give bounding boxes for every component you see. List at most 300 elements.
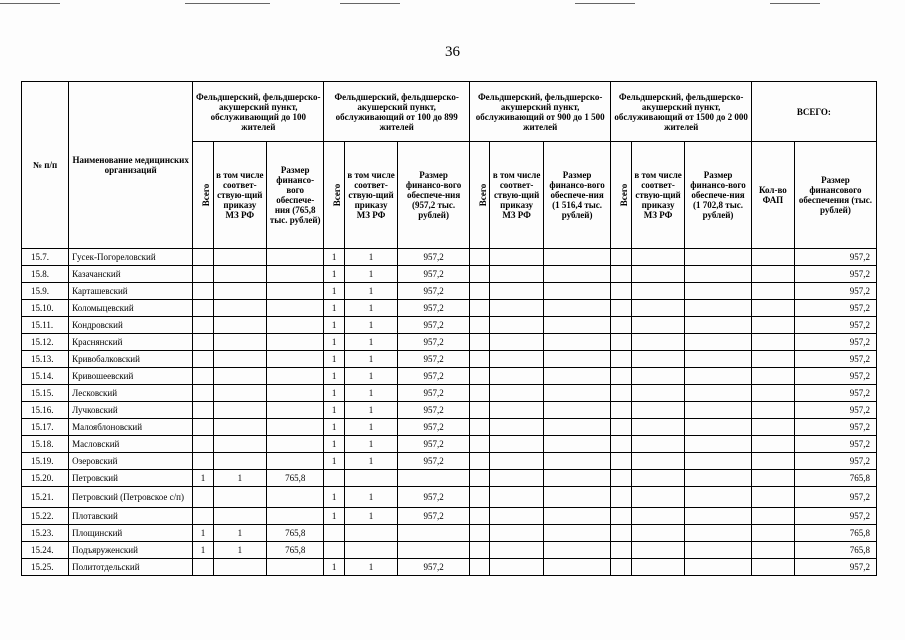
- g2-total: 1: [324, 300, 345, 317]
- organization-name: Подъяруженский: [69, 542, 193, 559]
- g3-total: [469, 249, 490, 266]
- table-row: [22, 317, 877, 334]
- g3-included: [490, 385, 543, 402]
- g2-financing: 957,2: [398, 334, 470, 351]
- g4-total: [611, 559, 632, 576]
- header-number: № п/п: [22, 82, 69, 249]
- table-row: [22, 542, 877, 559]
- subheader-included: в том числе соответ-ствую-щий приказу МЗ РФ: [344, 142, 397, 249]
- g2-included: 1: [344, 351, 397, 368]
- table-row: [22, 453, 877, 470]
- subheader-fap-count: Кол-во ФАП: [751, 142, 794, 249]
- g1-total: [193, 402, 214, 419]
- row-number: 15.8.: [22, 266, 69, 283]
- subheader-total-financing: Размер финансового обеспечения (тыс. рублей): [794, 142, 876, 249]
- g4-financing: [685, 508, 752, 525]
- table-row: [22, 385, 877, 402]
- g2-total: 1: [324, 385, 345, 402]
- g3-total: [469, 542, 490, 559]
- g2-financing: [398, 525, 470, 542]
- g2-financing: 957,2: [398, 508, 470, 525]
- total-financing: 957,2: [794, 368, 876, 385]
- g4-financing: [685, 542, 752, 559]
- g1-total: [193, 334, 214, 351]
- g3-financing: [543, 559, 611, 576]
- g2-total: 1: [324, 334, 345, 351]
- page-number: 36: [445, 44, 460, 60]
- g2-financing: 957,2: [398, 453, 470, 470]
- table-row: [22, 525, 877, 542]
- fap-count: [751, 300, 794, 317]
- total-financing: 957,2: [794, 385, 876, 402]
- top-scan-rule: [0, 3, 60, 4]
- g1-total: [193, 436, 214, 453]
- g4-total: [611, 508, 632, 525]
- g1-financing: [266, 266, 323, 283]
- g3-total: [469, 266, 490, 283]
- g1-total: [193, 300, 214, 317]
- g1-total: 1: [193, 542, 214, 559]
- g1-included: [213, 487, 266, 508]
- organizations-table: [21, 81, 877, 576]
- g4-financing: [685, 300, 752, 317]
- g3-total: [469, 283, 490, 300]
- total-financing: 957,2: [794, 436, 876, 453]
- total-financing: 957,2: [794, 453, 876, 470]
- organization-name: Озеровский: [69, 453, 193, 470]
- g3-total: [469, 334, 490, 351]
- g3-included: [490, 419, 543, 436]
- g3-total: [469, 317, 490, 334]
- g4-financing: [685, 351, 752, 368]
- g4-financing: [685, 470, 752, 487]
- g3-total: [469, 508, 490, 525]
- g1-included: [213, 300, 266, 317]
- g1-financing: [266, 317, 323, 334]
- g2-total: 1: [324, 351, 345, 368]
- g2-total: 1: [324, 453, 345, 470]
- g3-financing: [543, 249, 611, 266]
- subheader-financing-1702: Размер финансо-вого обеспече-ния (1 702,8 тыс. рублей): [685, 142, 752, 249]
- g2-financing: 957,2: [398, 300, 470, 317]
- organization-name: Площинский: [69, 525, 193, 542]
- g2-financing: [398, 470, 470, 487]
- g3-total: [469, 436, 490, 453]
- g4-total: [611, 525, 632, 542]
- g3-included: [490, 249, 543, 266]
- organization-name: Коломыцевский: [69, 300, 193, 317]
- g2-included: 1: [344, 436, 397, 453]
- g3-total: [469, 385, 490, 402]
- g1-financing: [266, 334, 323, 351]
- g2-financing: 957,2: [398, 283, 470, 300]
- g1-included: [213, 419, 266, 436]
- fap-count: [751, 470, 794, 487]
- organization-name: Казачанский: [69, 266, 193, 283]
- fap-count: [751, 385, 794, 402]
- g1-total: [193, 249, 214, 266]
- g1-total: [193, 283, 214, 300]
- fap-count: [751, 525, 794, 542]
- row-number: 15.7.: [22, 249, 69, 266]
- g4-included: [631, 368, 684, 385]
- table-row: [22, 283, 877, 300]
- g2-financing: 957,2: [398, 351, 470, 368]
- g4-total: [611, 351, 632, 368]
- g1-total: [193, 266, 214, 283]
- total-financing: 957,2: [794, 249, 876, 266]
- g4-financing: [685, 487, 752, 508]
- g4-included: [631, 419, 684, 436]
- table-row: [22, 368, 877, 385]
- fap-count: [751, 351, 794, 368]
- g3-financing: [543, 542, 611, 559]
- total-financing: 957,2: [794, 317, 876, 334]
- total-financing: 957,2: [794, 559, 876, 576]
- g2-total: 1: [324, 317, 345, 334]
- fap-count: [751, 453, 794, 470]
- g2-included: 1: [344, 559, 397, 576]
- fap-count: [751, 317, 794, 334]
- g1-included: [213, 249, 266, 266]
- total-financing: 957,2: [794, 419, 876, 436]
- g4-included: [631, 351, 684, 368]
- g1-total: 1: [193, 525, 214, 542]
- organization-name: Карташевский: [69, 283, 193, 300]
- g1-total: 1: [193, 470, 214, 487]
- g1-total: [193, 419, 214, 436]
- organization-name: Кривошеевский: [69, 368, 193, 385]
- row-number: 15.20.: [22, 470, 69, 487]
- table-row: [22, 249, 877, 266]
- table-row: [22, 334, 877, 351]
- fap-count: [751, 266, 794, 283]
- row-number: 15.9.: [22, 283, 69, 300]
- g2-included: 1: [344, 300, 397, 317]
- g1-included: [213, 317, 266, 334]
- fap-count: [751, 436, 794, 453]
- g4-financing: [685, 436, 752, 453]
- g3-financing: [543, 317, 611, 334]
- g4-total: [611, 470, 632, 487]
- organization-name: Кривобалковский: [69, 351, 193, 368]
- g1-financing: [266, 283, 323, 300]
- g4-included: [631, 283, 684, 300]
- table-row: [22, 487, 877, 508]
- subheader-total: Всего: [324, 142, 345, 249]
- g2-total: 1: [324, 368, 345, 385]
- g4-total: [611, 334, 632, 351]
- row-number: 15.18.: [22, 436, 69, 453]
- row-number: 15.22.: [22, 508, 69, 525]
- g4-total: [611, 385, 632, 402]
- g4-financing: [685, 559, 752, 576]
- g1-total: [193, 508, 214, 525]
- organization-name: Лучковский: [69, 402, 193, 419]
- subheader-financing-957: Размер финансо-вого обеспече-ния (957,2 тыс. рублей): [398, 142, 470, 249]
- organization-name: Лесковский: [69, 385, 193, 402]
- g3-total: [469, 300, 490, 317]
- g2-total: [324, 470, 345, 487]
- g2-included: [344, 470, 397, 487]
- g1-financing: [266, 487, 323, 508]
- g1-total: [193, 559, 214, 576]
- g3-included: [490, 436, 543, 453]
- g4-total: [611, 402, 632, 419]
- g4-included: [631, 385, 684, 402]
- table-row: [22, 470, 877, 487]
- total-financing: 765,8: [794, 470, 876, 487]
- g2-included: 1: [344, 368, 397, 385]
- g3-financing: [543, 525, 611, 542]
- row-number: 15.21.: [22, 487, 69, 508]
- g4-total: [611, 300, 632, 317]
- top-scan-rule: [770, 3, 820, 4]
- g2-included: [344, 525, 397, 542]
- g2-included: [344, 542, 397, 559]
- g4-financing: [685, 385, 752, 402]
- total-financing: 957,2: [794, 402, 876, 419]
- g1-included: [213, 436, 266, 453]
- g3-included: [490, 402, 543, 419]
- table-row: [22, 419, 877, 436]
- g3-financing: [543, 334, 611, 351]
- g2-financing: 957,2: [398, 249, 470, 266]
- g1-total: [193, 351, 214, 368]
- g3-included: [490, 508, 543, 525]
- subheader-included: в том числе соответ-ствую-щий приказу МЗ РФ: [631, 142, 684, 249]
- g4-financing: [685, 283, 752, 300]
- total-financing: 765,8: [794, 525, 876, 542]
- header-group-1500-2000: Фельдшерский, фельдшерско-акушерский пункт, обслуживающий от 1500 до 2 000 жителей: [611, 82, 751, 142]
- g4-financing: [685, 368, 752, 385]
- g4-total: [611, 317, 632, 334]
- g1-included: [213, 334, 266, 351]
- g4-total: [611, 487, 632, 508]
- g2-included: 1: [344, 283, 397, 300]
- g1-total: [193, 487, 214, 508]
- g2-included: 1: [344, 402, 397, 419]
- g4-total: [611, 266, 632, 283]
- g3-total: [469, 525, 490, 542]
- g3-financing: [543, 351, 611, 368]
- g1-included: [213, 508, 266, 525]
- table-row: [22, 266, 877, 283]
- g1-included: [213, 266, 266, 283]
- organization-name: Плотавский: [69, 508, 193, 525]
- row-number: 15.16.: [22, 402, 69, 419]
- g2-financing: 957,2: [398, 436, 470, 453]
- subheader-total: Всего: [193, 142, 214, 249]
- g2-total: 1: [324, 266, 345, 283]
- g4-included: [631, 402, 684, 419]
- g2-included: 1: [344, 266, 397, 283]
- g2-total: 1: [324, 283, 345, 300]
- g2-total: 1: [324, 508, 345, 525]
- g3-included: [490, 368, 543, 385]
- g4-included: [631, 334, 684, 351]
- g2-financing: 957,2: [398, 385, 470, 402]
- table-row: [22, 402, 877, 419]
- g3-total: [469, 351, 490, 368]
- g3-included: [490, 300, 543, 317]
- g3-total: [469, 559, 490, 576]
- g2-financing: 957,2: [398, 266, 470, 283]
- g4-included: [631, 317, 684, 334]
- fap-count: [751, 559, 794, 576]
- g3-included: [490, 351, 543, 368]
- g2-total: [324, 525, 345, 542]
- subheader-financing-1516: Размер финансо-вого обеспече-ния (1 516,4 тыс. рублей): [543, 142, 611, 249]
- g3-financing: [543, 368, 611, 385]
- g3-total: [469, 487, 490, 508]
- g1-included: 1: [213, 470, 266, 487]
- g3-financing: [543, 508, 611, 525]
- table-row: [22, 300, 877, 317]
- row-number: 15.25.: [22, 559, 69, 576]
- g1-included: [213, 402, 266, 419]
- g1-included: [213, 351, 266, 368]
- g2-total: 1: [324, 249, 345, 266]
- g2-financing: 957,2: [398, 487, 470, 508]
- organization-name: Гусек-Погореловский: [69, 249, 193, 266]
- organization-name: Петровский: [69, 470, 193, 487]
- g1-included: 1: [213, 525, 266, 542]
- g2-included: 1: [344, 334, 397, 351]
- row-number: 15.13.: [22, 351, 69, 368]
- g4-total: [611, 368, 632, 385]
- g2-total: [324, 542, 345, 559]
- g2-total: 1: [324, 419, 345, 436]
- g2-included: 1: [344, 317, 397, 334]
- total-financing: 957,2: [794, 334, 876, 351]
- g3-included: [490, 525, 543, 542]
- top-scan-rule: [340, 3, 400, 4]
- g1-included: [213, 385, 266, 402]
- g2-included: 1: [344, 508, 397, 525]
- g4-included: [631, 436, 684, 453]
- g4-included: [631, 470, 684, 487]
- total-financing: 957,2: [794, 508, 876, 525]
- total-financing: 765,8: [794, 542, 876, 559]
- g1-financing: [266, 419, 323, 436]
- g4-total: [611, 283, 632, 300]
- g2-included: 1: [344, 453, 397, 470]
- g1-financing: [266, 508, 323, 525]
- g1-included: [213, 283, 266, 300]
- g3-financing: [543, 436, 611, 453]
- subheader-included: в том числе соответ-ствую-щий приказу МЗ РФ: [213, 142, 266, 249]
- total-financing: 957,2: [794, 266, 876, 283]
- g4-total: [611, 249, 632, 266]
- g4-included: [631, 542, 684, 559]
- g4-financing: [685, 249, 752, 266]
- g4-included: [631, 508, 684, 525]
- row-number: 15.14.: [22, 368, 69, 385]
- g4-included: [631, 249, 684, 266]
- g4-included: [631, 266, 684, 283]
- fap-count: [751, 508, 794, 525]
- subheader-total: Всего: [469, 142, 490, 249]
- g4-included: [631, 559, 684, 576]
- table-row: [22, 436, 877, 453]
- g4-financing: [685, 525, 752, 542]
- subheader-financing-765: Размер финансо-вого обеспече-ния (765,8 тыс. рублей): [266, 142, 323, 249]
- row-number: 15.12.: [22, 334, 69, 351]
- g1-financing: [266, 385, 323, 402]
- g2-included: 1: [344, 385, 397, 402]
- g3-included: [490, 317, 543, 334]
- g1-financing: [266, 368, 323, 385]
- g2-financing: 957,2: [398, 402, 470, 419]
- fap-count: [751, 334, 794, 351]
- g3-total: [469, 419, 490, 436]
- g1-financing: [266, 300, 323, 317]
- g1-financing: [266, 249, 323, 266]
- g4-included: [631, 487, 684, 508]
- fap-count: [751, 402, 794, 419]
- g4-financing: [685, 402, 752, 419]
- g4-total: [611, 453, 632, 470]
- g4-included: [631, 300, 684, 317]
- row-number: 15.10.: [22, 300, 69, 317]
- g4-total: [611, 542, 632, 559]
- g2-financing: 957,2: [398, 368, 470, 385]
- row-number: 15.11.: [22, 317, 69, 334]
- g3-total: [469, 453, 490, 470]
- top-scan-rule: [575, 3, 635, 4]
- g1-financing: [266, 453, 323, 470]
- g3-included: [490, 266, 543, 283]
- g4-included: [631, 525, 684, 542]
- g1-financing: 765,8: [266, 525, 323, 542]
- table-row: [22, 351, 877, 368]
- g4-financing: [685, 317, 752, 334]
- g1-total: [193, 368, 214, 385]
- g1-financing: [266, 436, 323, 453]
- table-row: [22, 508, 877, 525]
- g4-total: [611, 419, 632, 436]
- organization-name: Малояблоновский: [69, 419, 193, 436]
- g3-financing: [543, 385, 611, 402]
- g3-included: [490, 283, 543, 300]
- g4-included: [631, 453, 684, 470]
- g2-included: 1: [344, 419, 397, 436]
- g4-financing: [685, 334, 752, 351]
- total-financing: 957,2: [794, 487, 876, 508]
- g3-financing: [543, 470, 611, 487]
- fap-count: [751, 283, 794, 300]
- header-group-900-1500: Фельдшерский, фельдшерско-акушерский пункт, обслуживающий от 900 до 1 500 жителей: [469, 82, 610, 142]
- organization-name: Кондровский: [69, 317, 193, 334]
- g1-included: [213, 453, 266, 470]
- g3-included: [490, 453, 543, 470]
- g2-financing: 957,2: [398, 419, 470, 436]
- g4-financing: [685, 266, 752, 283]
- g3-financing: [543, 419, 611, 436]
- g3-total: [469, 402, 490, 419]
- row-number: 15.19.: [22, 453, 69, 470]
- g4-financing: [685, 419, 752, 436]
- fap-count: [751, 419, 794, 436]
- g3-financing: [543, 283, 611, 300]
- g1-financing: [266, 351, 323, 368]
- g3-total: [469, 368, 490, 385]
- row-number: 15.24.: [22, 542, 69, 559]
- header-organization-name: Наименование медицинских организаций: [69, 82, 193, 249]
- organization-name: Политотдельский: [69, 559, 193, 576]
- g2-total: 1: [324, 559, 345, 576]
